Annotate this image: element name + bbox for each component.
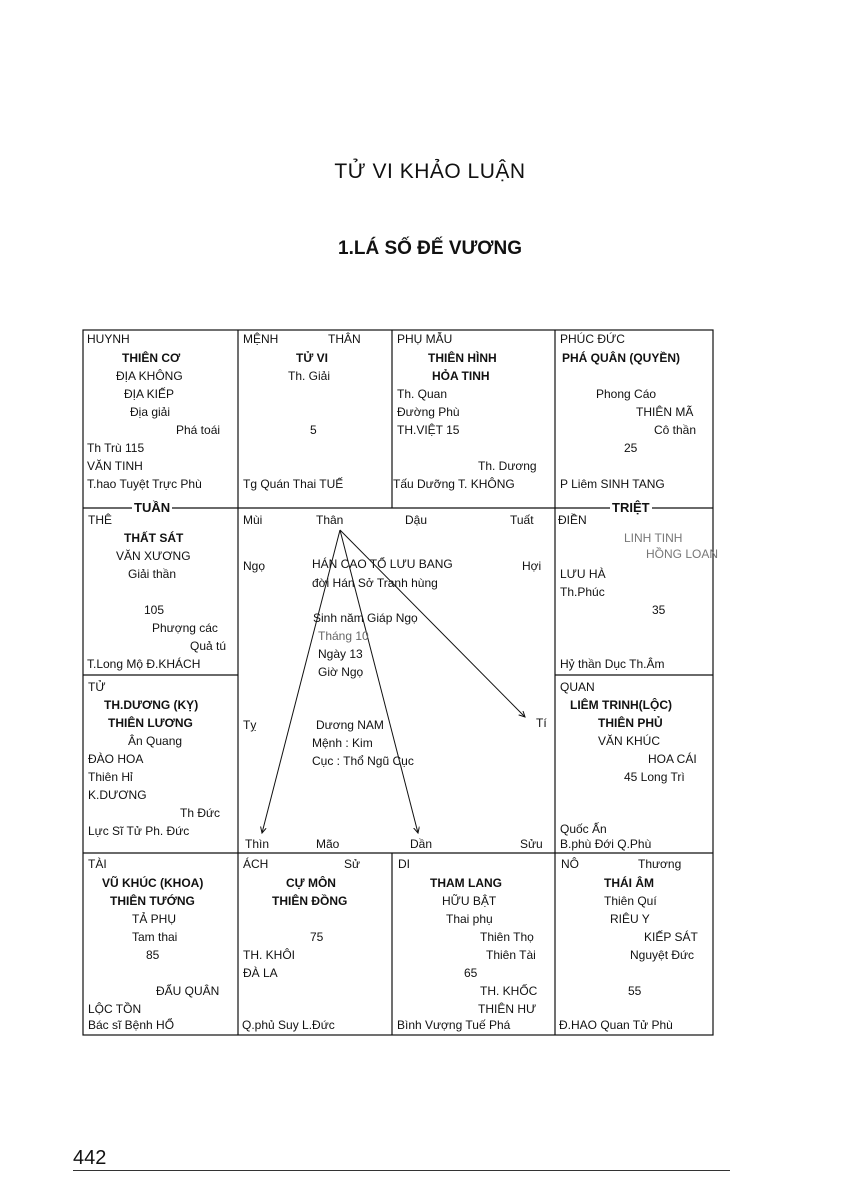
star: THIÊN ĐỒNG [272,894,348,908]
star: HOA CÁI [648,752,697,766]
star: Ân Quang [128,734,183,748]
palace-name: TÀI [88,857,107,871]
cell-footer: Tg Quán Thai TUẾ [243,477,344,491]
star: Thiên Hỉ [88,770,133,784]
age: 85 [146,948,160,962]
star: VĂN KHÚC [598,734,661,748]
star: THIÊN LƯƠNG [108,716,193,730]
star: TẢ PHỤ [132,912,177,926]
star: VĂN TINH [87,459,143,473]
star: LINH TINH [624,531,683,545]
palace-name: DI [398,857,410,871]
palace-name: TỬ [88,680,106,694]
star: THẤT SÁT [124,531,184,545]
star: Phong Cáo [596,387,657,401]
footer-rule [73,1170,730,1171]
triet-mark: TRIỆT [612,500,650,515]
cell-footer: Lực Sĩ Tử Ph. Đức [88,824,190,838]
palace-name: ÁCH [243,857,269,871]
branch-hoi: Hợi [522,559,542,573]
palace-name: HUYNH [87,332,130,346]
star: THIÊN CƠ [122,351,181,365]
palace-name: QUAN [560,680,595,694]
cell-footer: Q.phủ Suy L.Đức [242,1018,335,1032]
than-marker: THÂN [328,332,361,346]
star: CỰ MÔN [286,876,336,890]
star: Th. Quan [397,387,448,401]
star: THÁI ÂM [604,876,654,890]
center-info: đời Hán Sở Tranh hùng [312,576,438,590]
age: 105 [144,603,165,617]
branch-ty: Tỵ [243,718,257,732]
star: THIÊN PHỦ [598,716,663,730]
star: Th.Phúc [560,585,605,599]
branch-tuat: Tuất [510,513,534,527]
cell-tag: Sử [344,857,361,871]
star: Th. Dương [478,459,537,473]
star: THIÊN MÃ [636,405,694,419]
star: Th. Giải [288,369,331,383]
star: TỬ VI [296,351,328,365]
star: KIẾP SÁT [644,930,698,944]
branch-ti: Tí [536,716,547,730]
cell-footer: Đ.HAO Quan Tử Phù [559,1018,673,1032]
cell-footer: B.phù Đới Q.Phù [560,837,652,851]
star: ĐỊA KIẾP [124,387,175,401]
age: 75 [310,930,324,944]
cell-tag: Thương [638,857,682,871]
cell-footer: Bác sĩ Bệnh HỔ [88,1018,175,1032]
cell-footer: T.hao Tuyệt Trực Phù [87,477,202,491]
star: ĐÀO HOA [88,752,144,766]
star: Thai phụ [446,912,493,926]
palace-name: ĐIỀN [558,513,587,527]
star: Nguyệt Đức [630,948,695,962]
cell-footer: Bình Vượng Tuế Phá [397,1018,511,1032]
star: TH.DƯƠNG (KỴ) [104,698,199,712]
star: THIÊN HÌNH [428,351,497,365]
palace-name: MỆNH [243,332,279,346]
branch-than: Thân [316,513,344,527]
branch-dau: Dậu [405,513,428,527]
star: THAM LANG [430,876,502,890]
star: Địa giải [130,405,171,419]
star: K.DƯƠNG [88,788,147,802]
star: LƯU HÀ [560,567,606,581]
age: 25 [624,441,638,455]
star: HỮU BẬT [442,894,497,908]
branch-mao: Mão [316,837,340,851]
page-number: 442 [73,1147,107,1169]
branch-ngo: Ngọ [243,559,266,573]
center-info: Mệnh : Kim [312,736,373,750]
star: Phượng các [152,621,218,635]
star: Tam thai [132,930,178,944]
star: ĐÀ LA [243,966,278,980]
star: TH. KHÔI [243,948,296,962]
age: 5 [310,423,317,437]
center-info: Giờ Ngọ [318,665,364,679]
star: Quả tú [190,639,227,653]
chart-title: 1.LÁ SỐ ĐẾ VƯƠNG [338,238,522,259]
star: ĐẨU QUÂN [156,984,220,998]
star: VĂN XƯƠNG [116,549,191,563]
branch-dan: Dần [410,837,433,851]
star: Th Đức [180,806,221,820]
palace-name: THÊ [88,513,112,527]
star: ĐỊA KHÔNG [116,369,183,383]
star: HỒNG LOAN [646,547,719,561]
star: LỘC TỒN [88,1002,142,1016]
star: TH. KHỐC [480,984,538,998]
star: Thiên Tài [486,948,536,962]
running-title: TỬ VI KHẢO LUẬN [334,160,526,183]
center-info: Tháng 10 [318,629,369,643]
branch-suu: Sửu [520,837,543,851]
star: Giải thần [128,567,177,581]
star: Quốc Ấn [560,822,607,836]
palace-name: PHÚC ĐỨC [560,332,625,346]
age: 65 [464,966,478,980]
palace-name: NÔ [561,857,579,871]
star: LIÊM TRINH(LỘC) [570,698,672,712]
star: HỎA TINH [432,369,490,383]
center-info: Sinh năm Giáp Ngọ [313,611,418,625]
star: Thiên Thọ [480,930,534,944]
center-info: HÁN CAO TỔ LƯU BANG [312,557,453,571]
cell-footer: Tấu Dưỡng T. KHÔNG [393,477,515,491]
tuan-mark: TUẦN [134,500,171,515]
star: Th Trù 115 [87,441,145,455]
star: THIÊN HƯ [478,1002,537,1016]
star: VŨ KHÚC (KHOA) [102,876,204,890]
age: 55 [628,984,642,998]
branch-mui: Mùi [243,513,263,527]
star: 45 Long Trì [624,770,685,784]
center-info: Cục : Thổ Ngũ Cục [312,754,414,768]
star: THIÊN TƯỚNG [110,894,195,908]
cell-footer: P Liêm SINH TANG [560,477,665,491]
star: Thiên Quí [604,894,657,908]
branch-thin: Thìn [245,837,270,851]
star: PHÁ QUÂN (QUYỀN) [562,351,681,365]
star: TH.VIỆT 15 [397,423,460,437]
cell-footer: Hỷ thần Dục Th.Âm [560,657,665,671]
palace-name: PHỤ MẪU [397,332,453,346]
star: RIÊU Y [610,912,650,926]
age: 35 [652,603,666,617]
star: Phá toái [176,423,221,437]
cell-footer: T.Long Mộ Đ.KHÁCH [87,657,201,671]
star: Cô thần [654,423,697,437]
star: Đường Phù [397,405,460,419]
center-info: Ngày 13 [318,647,363,661]
center-info: Dương NAM [316,718,384,732]
